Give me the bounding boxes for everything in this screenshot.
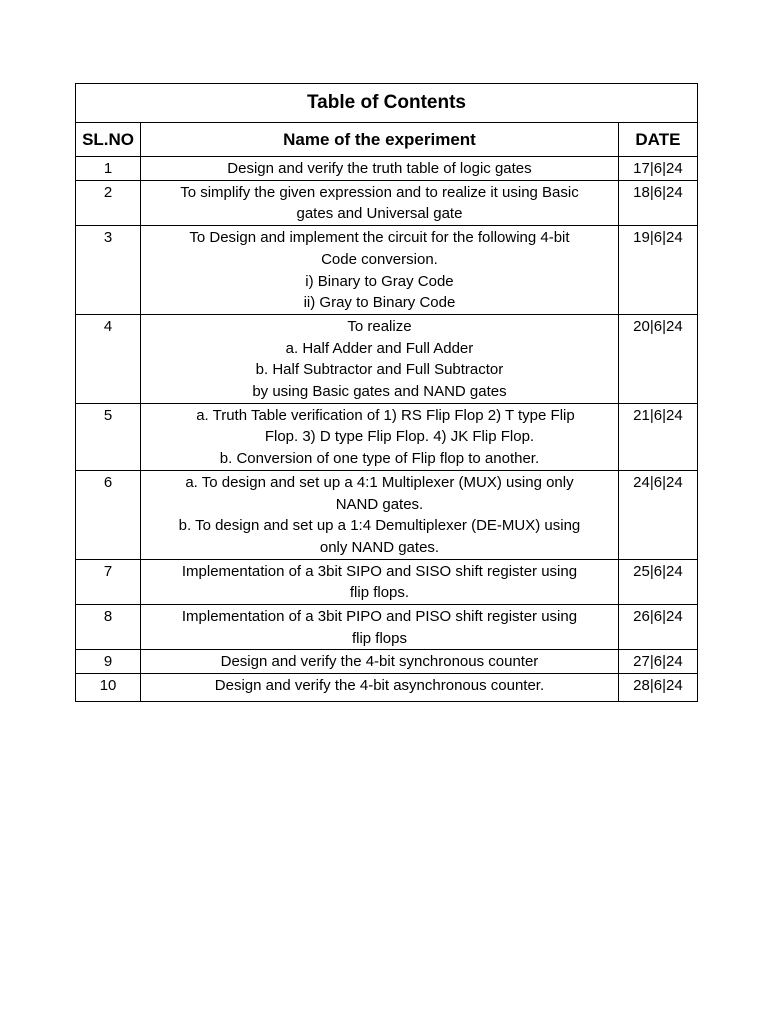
- row-sl-no: 10: [76, 674, 141, 702]
- table-row: [76, 314, 698, 403]
- row-sl-no: 7: [76, 559, 141, 604]
- header-row: [76, 123, 698, 157]
- row-sl-no: 6: [76, 470, 141, 559]
- row-experiment-name: [141, 470, 619, 559]
- experiment-line: a. Truth Table verification of 1) RS Flip Flop 2) T type Flip: [196, 406, 575, 424]
- header-experiment-name: Name of the experiment: [141, 123, 619, 157]
- row-date: 17|6|24: [618, 157, 697, 181]
- row-sl-no: 3: [76, 226, 141, 315]
- row-experiment-name: [141, 605, 619, 650]
- row-date: 27|6|24: [618, 650, 697, 674]
- row-sl-no: 1: [76, 157, 141, 181]
- row-date: 24|6|24: [618, 470, 697, 559]
- table-row: [76, 157, 698, 181]
- row-sl-no: 4: [76, 314, 141, 403]
- experiment-line: Design and verify the 4-bit synchronous counter: [220, 653, 539, 671]
- experiment-line: a. Half Adder and Full Adder: [285, 339, 474, 357]
- row-sl-no: 8: [76, 605, 141, 650]
- row-date: 18|6|24: [618, 180, 697, 225]
- row-experiment-name: [141, 650, 619, 674]
- experiment-line: To simplify the given expression and to realize it using Basic: [180, 183, 579, 201]
- experiment-line: b. Half Subtractor and Full Subtractor: [255, 361, 504, 379]
- table-row: [76, 650, 698, 674]
- table-row: [76, 180, 698, 225]
- row-date: 19|6|24: [618, 226, 697, 315]
- experiment-line: b. To design and set up a 1:4 Demultiplexer (DE-MUX) using: [178, 517, 581, 535]
- experiment-line: To Design and implement the circuit for the following 4-bit: [189, 229, 570, 247]
- row-experiment-name: [141, 314, 619, 403]
- row-date: 28|6|24: [618, 674, 697, 702]
- experiment-line: only NAND gates.: [319, 538, 440, 556]
- row-sl-no: 2: [76, 180, 141, 225]
- experiment-line: Implementation of a 3bit PIPO and PISO shift register using: [181, 608, 578, 626]
- row-date: 26|6|24: [618, 605, 697, 650]
- row-date: 21|6|24: [618, 403, 697, 470]
- experiment-line: Design and verify the truth table of logic gates: [227, 160, 532, 177]
- experiment-line: Implementation of a 3bit SIPO and SISO shift register using: [181, 562, 578, 580]
- table-row: [76, 605, 698, 650]
- table-of-contents: [75, 83, 698, 702]
- row-experiment-name: [141, 559, 619, 604]
- row-experiment-name: [141, 403, 619, 470]
- experiment-line: flip flops.: [349, 584, 410, 602]
- row-date: 25|6|24: [618, 559, 697, 604]
- table-row: [76, 470, 698, 559]
- row-sl-no: 9: [76, 650, 141, 674]
- row-experiment-name: [141, 674, 619, 702]
- table-row: [76, 559, 698, 604]
- table-row: [76, 674, 698, 702]
- row-experiment-name: [141, 157, 619, 181]
- row-sl-no: 5: [76, 403, 141, 470]
- experiment-line: ii) Gray to Binary Code: [303, 294, 456, 312]
- experiment-line: flip flops: [351, 629, 407, 647]
- row-experiment-name: [141, 226, 619, 315]
- experiment-line: b. Conversion of one type of Flip flop to another.: [219, 450, 540, 468]
- experiment-line: Design and verify the 4-bit asynchronous counter.: [214, 677, 545, 695]
- header-sl-no: SL.NO: [76, 123, 141, 157]
- experiment-line: by using Basic gates and NAND gates: [252, 383, 507, 401]
- experiment-line: Flop. 3) D type Flip Flop. 4) JK Flip Flop.: [264, 428, 535, 446]
- experiment-line: a. To design and set up a 4:1 Multiplexer (MUX) using only: [185, 473, 574, 491]
- row-date: 20|6|24: [618, 314, 697, 403]
- experiment-line: Code conversion.: [321, 250, 438, 268]
- table-title: Table of Contents: [76, 84, 698, 123]
- row-experiment-name: [141, 180, 619, 225]
- title-row: [76, 84, 698, 123]
- experiment-line: NAND gates.: [335, 495, 424, 513]
- experiment-line: To realize: [347, 317, 412, 335]
- table-row: [76, 226, 698, 315]
- experiment-line: gates and Universal gate: [296, 205, 463, 223]
- header-date: DATE: [618, 123, 697, 157]
- experiment-line: i) Binary to Gray Code: [305, 272, 454, 290]
- table-row: [76, 403, 698, 470]
